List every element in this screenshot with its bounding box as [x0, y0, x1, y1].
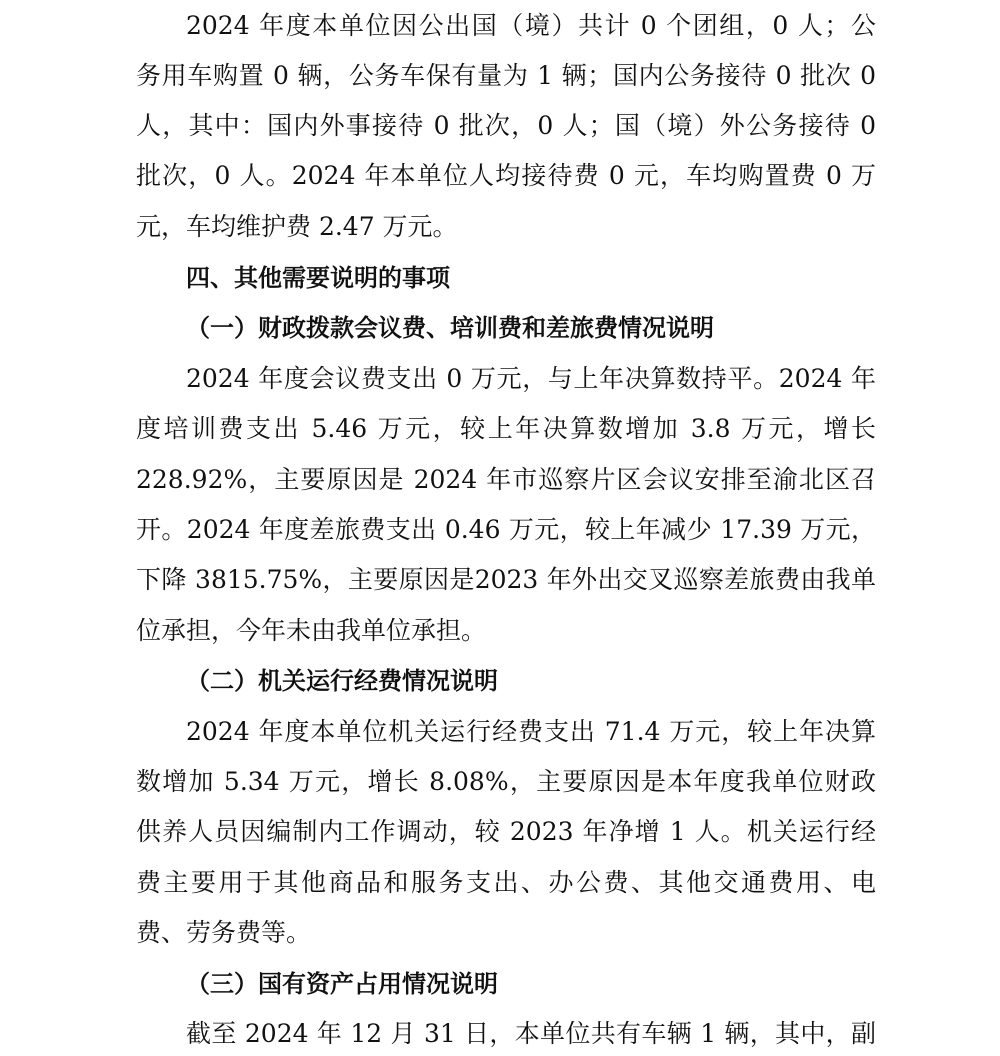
- paragraph-line: 2024 年度会议费支出 0 万元，与上年决算数持平。2024 年: [186, 364, 876, 393]
- paragraph-line: 元，车均维护费 2.47 万元。: [136, 212, 458, 241]
- paragraph-line: 下降 3815.75%，主要原因是2023 年外出交叉巡察差旅费由我单: [136, 565, 876, 594]
- paragraph-line: 务用车购置 0 辆，公务车保有量为 1 辆；国内公务接待 0 批次 0: [136, 61, 876, 90]
- paragraph-line: 2024 年度本单位机关运行经费支出 71.4 万元，较上年决算: [186, 717, 876, 746]
- paragraph-line: 人，其中：国内外事接待 0 批次，0 人；国（境）外公务接待 0: [136, 111, 876, 140]
- paragraph-line: 数增加 5.34 万元，增长 8.08%，主要原因是本年度我单位财政: [136, 767, 876, 796]
- paragraph-line: 度培训费支出 5.46 万元，较上年决算数增加 3.8 万元，增长: [136, 414, 876, 443]
- subsection-heading: （一）财政拨款会议费、培训费和差旅费情况说明: [186, 313, 714, 342]
- paragraph-line: 2024 年度本单位因公出国（境）共计 0 个团组，0 人；公: [186, 11, 876, 40]
- paragraph-line: 位承担，今年未由我单位承担。: [136, 616, 487, 645]
- subsection-heading: （二）机关运行经费情况说明: [186, 666, 498, 695]
- paragraph-line: 费主要用于其他商品和服务支出、办公费、其他交通费用、电: [136, 868, 876, 897]
- paragraph-line: 批次，0 人。2024 年本单位人均接待费 0 元，车均购置费 0 万: [136, 161, 876, 190]
- section-heading: 四、其他需要说明的事项: [186, 264, 450, 292]
- paragraph-line: 费、劳务费等。: [136, 918, 312, 947]
- paragraph-line: 截至 2024 年 12 月 31 日，本单位共有车辆 1 辆，其中，副: [186, 1019, 876, 1048]
- subsection-heading: （三）国有资产占用情况说明: [186, 969, 498, 998]
- paragraph-line: 供养人员因编制内工作调动，较 2023 年净增 1 人。机关运行经: [136, 817, 876, 846]
- paragraph-line: 228.92%，主要原因是 2024 年市巡察片区会议安排至渝北区召: [136, 465, 876, 494]
- paragraph-line: 开。2024 年度差旅费支出 0.46 万元，较上年减少 17.39 万元，: [136, 515, 876, 544]
